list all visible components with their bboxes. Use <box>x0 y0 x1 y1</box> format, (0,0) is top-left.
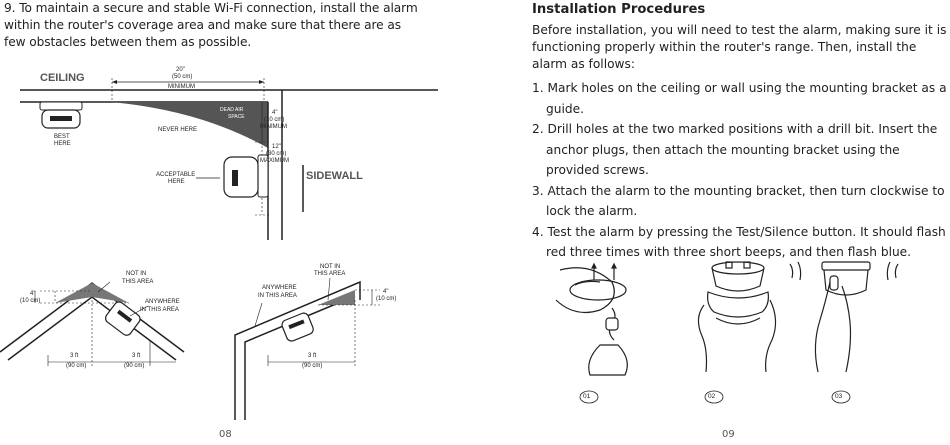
dead-air-label: DEAD AIR <box>220 107 244 113</box>
br-dim-10-cm: (10 cm) <box>376 296 397 302</box>
page-number-right: 09 <box>722 429 735 440</box>
figure-label-01: 01 <box>583 393 591 400</box>
br-anywhere: ANYWHERE <box>262 285 297 291</box>
step-item: 1. Mark holes on the ceiling or wall using the mounting bracket as a guide. <box>532 81 947 116</box>
step-item: 4. Test the alarm by pressing the Test/Silence button. It should flash red three times with three short beeps, and then flash blue. <box>532 224 946 259</box>
figure-label-03: 03 <box>835 393 843 400</box>
br-in-this-area: IN THIS AREA <box>258 293 297 299</box>
br-not-in: NOT IN <box>320 264 341 270</box>
bl-ft-a-cm: (90 cm) <box>66 363 87 369</box>
dim-maximum: MAXIMUM <box>260 158 289 164</box>
dim-10-cm: (10 cm) <box>264 117 285 123</box>
br-ft-cm: (90 cm) <box>302 363 323 369</box>
step-item: 3. Attach the alarm to the mounting bracket, then turn clockwise to lock the alarm. <box>532 183 945 218</box>
dim-30-cm: (30 cm) <box>266 151 287 157</box>
figure-label-02: 02 <box>708 393 716 400</box>
sloped-ceiling-diagram <box>235 278 380 420</box>
bl-dim-4-in: 4" <box>30 291 36 297</box>
page-number-left: 08 <box>219 429 232 440</box>
alarm-ceiling-icon <box>40 102 82 128</box>
bl-ft-b: 3 ft <box>132 353 141 359</box>
section-title: Installation Procedures <box>532 2 706 17</box>
bl-this-area: THIS AREA <box>122 279 154 285</box>
dim-12-in: 12" <box>272 144 281 150</box>
bl-not-in: NOT IN <box>126 271 147 277</box>
bl-anywhere: ANYWHERE <box>145 299 180 305</box>
ceiling-label: CEILING <box>40 72 85 84</box>
dead-air-space-label: SPACE <box>228 114 245 120</box>
here-label: HERE <box>54 141 71 147</box>
intro-paragraph: Before installation, you will need to test the alarm, making sure it is functioning properly within the router's range. Then, install the alarm as follows: <box>532 23 947 71</box>
alarm-wall-icon <box>196 155 268 197</box>
acceptable-here-label: HERE <box>168 179 185 185</box>
dim-50-cm: (50 cm) <box>172 74 193 80</box>
item-text: To maintain a secure and stable Wi-Fi connection, install the alarm within the router's coverage area and make sure that there are as few obstacles between them as possible. <box>4 1 418 49</box>
bl-dim-10-cm: (10 cm) <box>20 298 41 304</box>
never-here-label: NEVER HERE <box>158 127 198 133</box>
acceptable-label: ACCEPTABLE <box>156 172 196 178</box>
bl-ft-a: 3 ft <box>70 353 79 359</box>
br-this-area: THIS AREA <box>314 271 346 277</box>
item-number: 9. <box>4 1 16 15</box>
sidewall-label: SIDEWALL <box>306 170 363 182</box>
step-item: 2. Drill holes at the two marked positions with a drill bit. Insert the anchor plugs, then attach the mounting bracket using the provided screws. <box>532 122 938 177</box>
dim-4-minimum: MINIMUM <box>260 124 287 130</box>
dim-4-in: 4" <box>272 110 278 116</box>
br-dim-4-in: 4" <box>383 289 389 295</box>
step-illustration-01 <box>556 264 627 375</box>
dim-20-in: 20" <box>176 67 185 73</box>
bl-in-this-area: IN THIS AREA <box>140 307 179 313</box>
peaked-ceiling-diagram <box>0 282 184 366</box>
step-illustration-02 <box>698 262 775 372</box>
best-label: BEST <box>54 134 70 140</box>
steps-list <box>532 78 947 263</box>
step-illustration-03 <box>790 262 898 372</box>
br-ft: 3 ft <box>308 353 317 359</box>
bl-ft-b-cm: (90 cm) <box>124 363 145 369</box>
dim-minimum: MINIMUM <box>168 84 195 90</box>
